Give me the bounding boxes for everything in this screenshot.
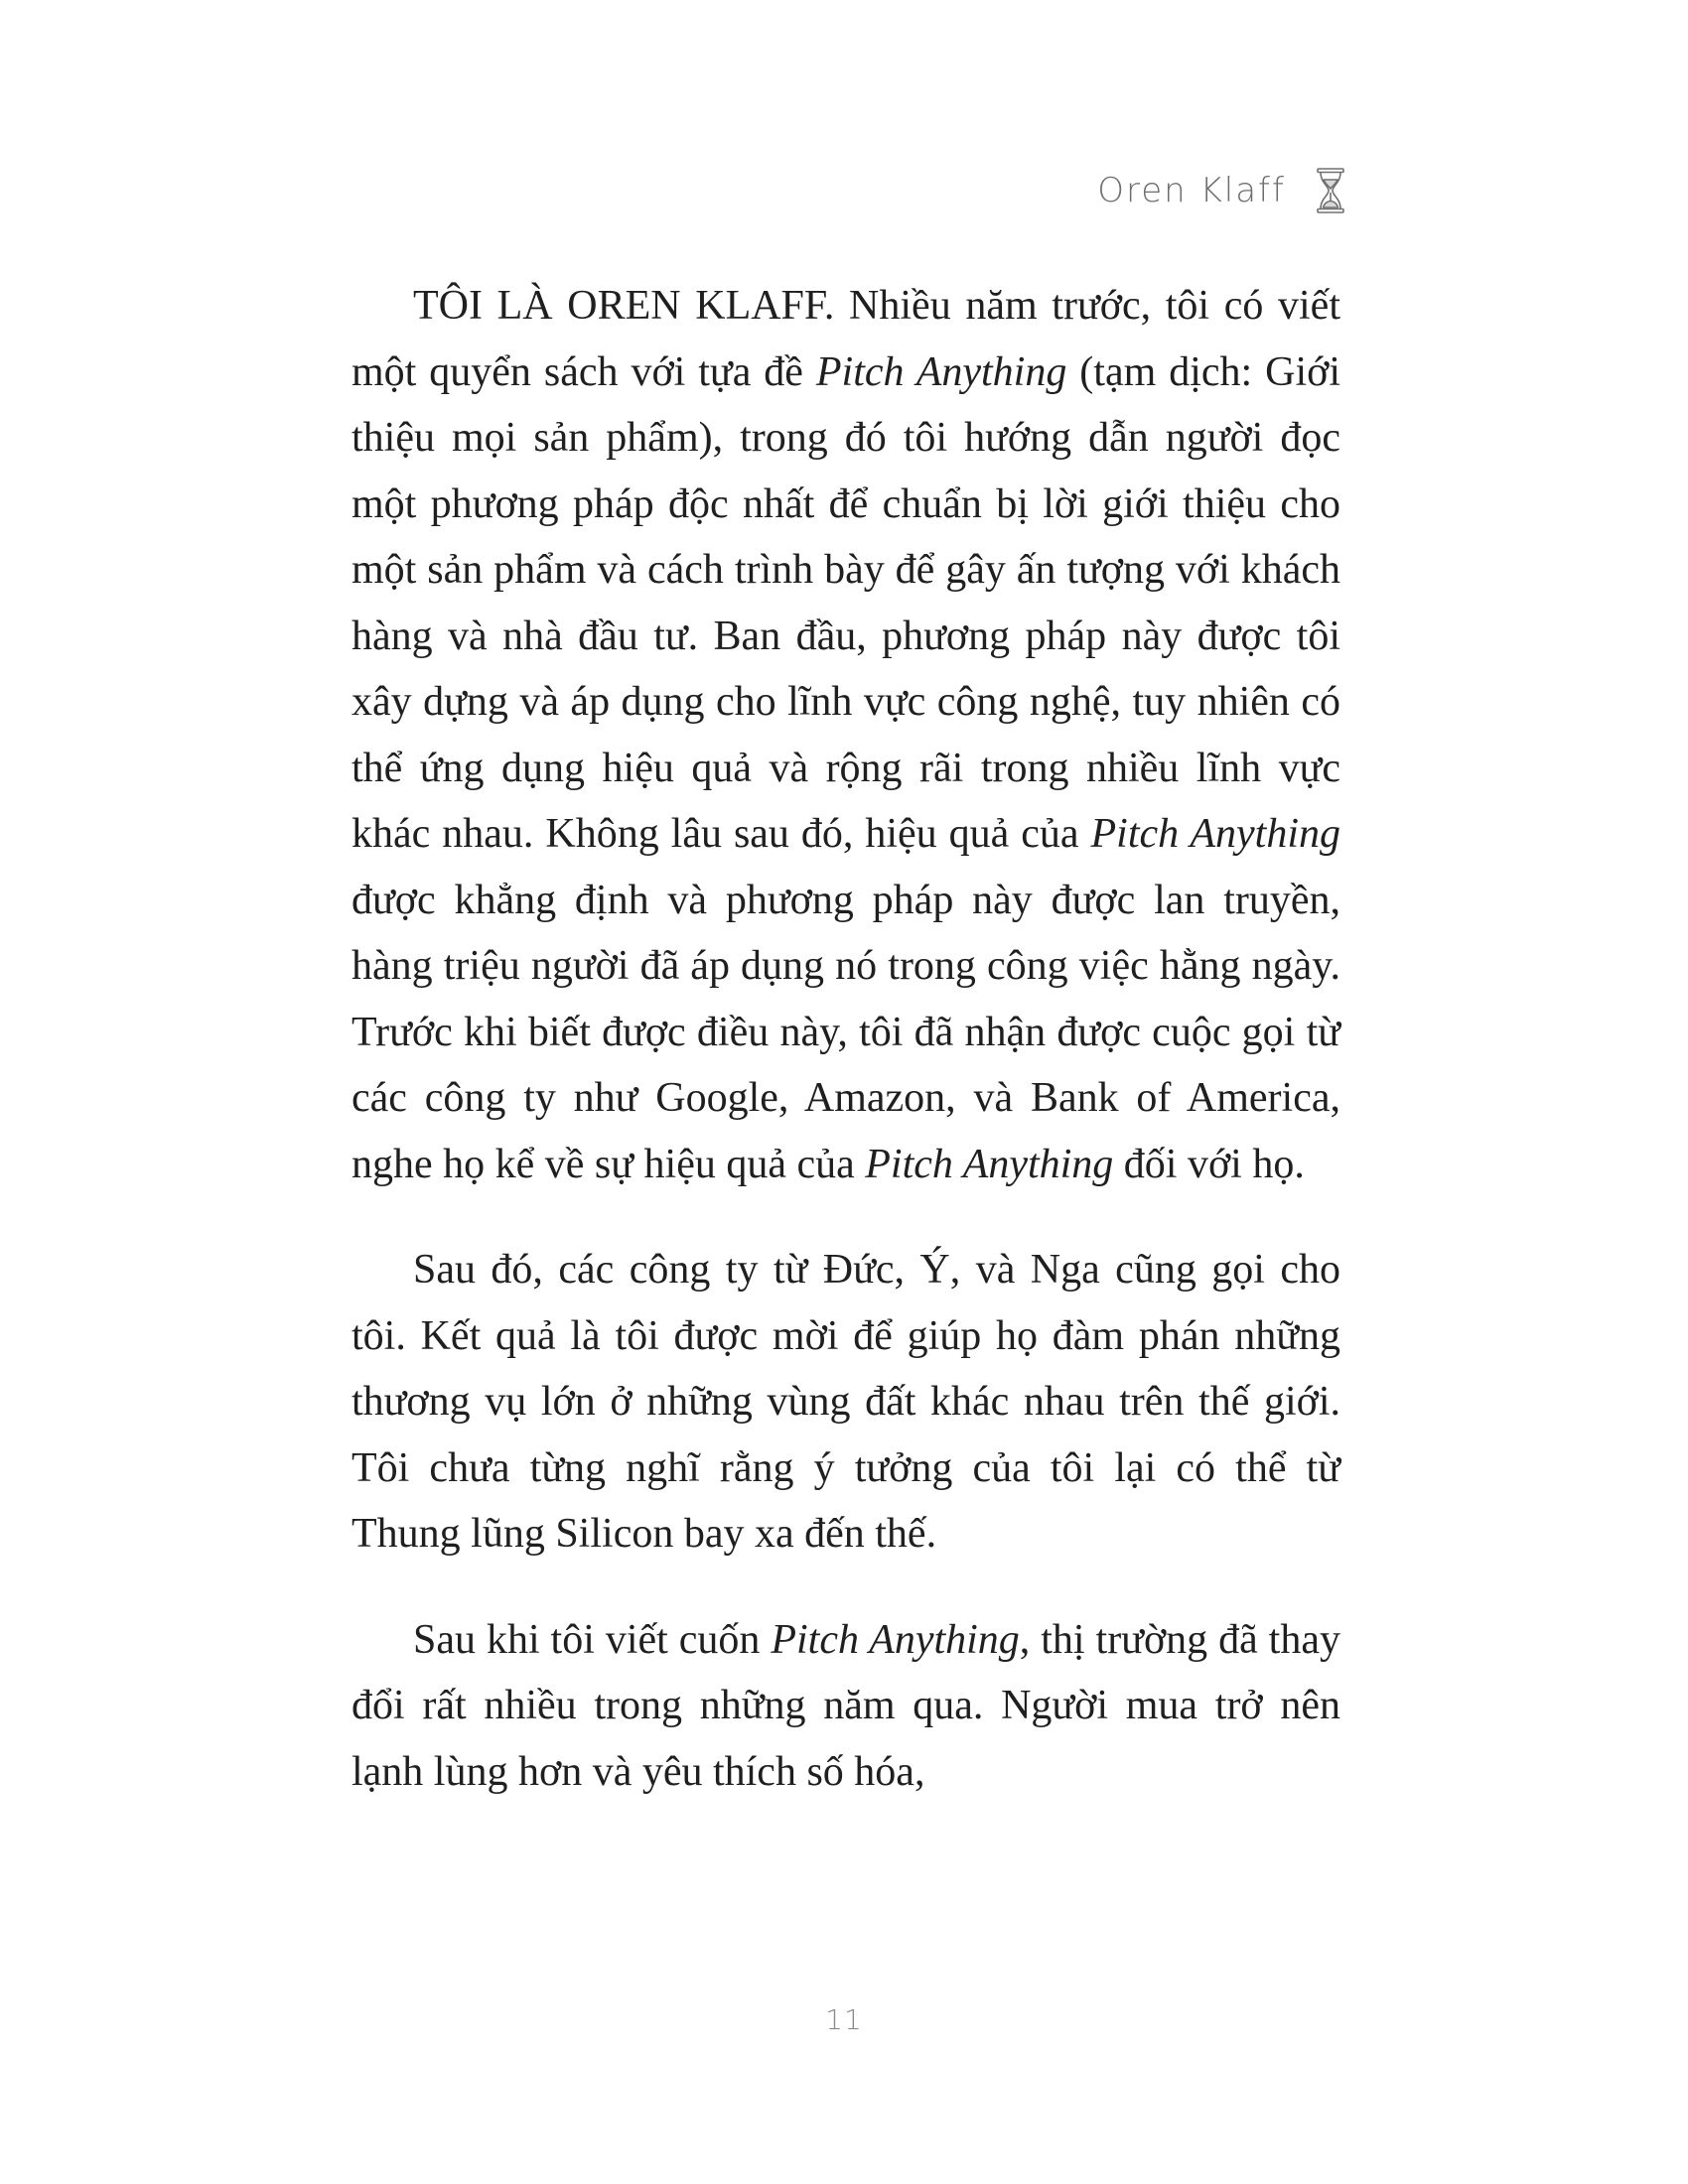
text-segment: được khẳng định và phương pháp này được lan truyền, hàng triệu người đã áp dụng nó trong công việc hằng ngày. Trước khi biết được điều này, tôi đã nhận được cuộc gọi từ các công ty như Google, Amazon, và Bank of America, nghe họ kể về sự hiệu quả của <box>352 877 1340 1187</box>
text-segment: TÔI LÀ OREN KLAFF. Nhiều năm trước, tôi có viết một quyển sách với tựa đề <box>352 283 1340 395</box>
text-segment: Sau đó, các công ty từ Đức, Ý, và Nga cũng gọi cho tôi. Kết quả là tôi được mời để giúp họ đàm phán những thương vụ lớn ở những vùng đất khác nhau trên thế giới. Tôi chưa từng nghĩ rằng ý tưởng của tôi lại có thể từ Thung lũng Silicon bay xa đến thế. <box>352 1247 1340 1557</box>
book-title: Pitch Anything <box>815 348 1067 395</box>
text-segment: Sau khi tôi viết cuốn <box>413 1616 772 1663</box>
book-title: Pitch Anything <box>771 1616 1020 1663</box>
text-segment: (tạm dịch: Giới thiệu mọi sản phẩm), trong đó tôi hướng dẫn người đọc một phương pháp độc nhất để chuẩn bị lời giới thiệu cho một sản phẩm và cách trình bày để gây ấn tượng với khách hàng và nhà đầu tư. Ban đầu, phương pháp này được tôi xây dựng và áp dụng cho lĩnh vực công nghệ, tuy nhiên có thể ứng dụng hiệu quả và rộng rãi trong nhiều lĩnh vực khác nhau. Không lâu sau đó, hiệu quả của <box>352 348 1341 857</box>
text-segment: đối với họ. <box>1113 1141 1305 1187</box>
hourglass-icon <box>1316 167 1345 214</box>
header-author: Oren Klaff <box>1097 171 1286 210</box>
paragraph-1 <box>352 273 1340 1197</box>
page-number: 11 <box>825 2003 863 2036</box>
text-segment: , thị trường đã thay đổi rất nhiều trong những năm qua. Người mua trở nên lạnh lùng hơn và yêu thích số hóa, <box>352 1616 1340 1795</box>
running-header <box>1097 163 1345 218</box>
page-body <box>352 273 1340 1844</box>
paragraph-3 <box>352 1607 1340 1806</box>
book-title: Pitch Anything <box>865 1141 1114 1187</box>
book-title: Pitch Anything <box>1090 811 1340 857</box>
paragraph-2 <box>352 1237 1340 1568</box>
